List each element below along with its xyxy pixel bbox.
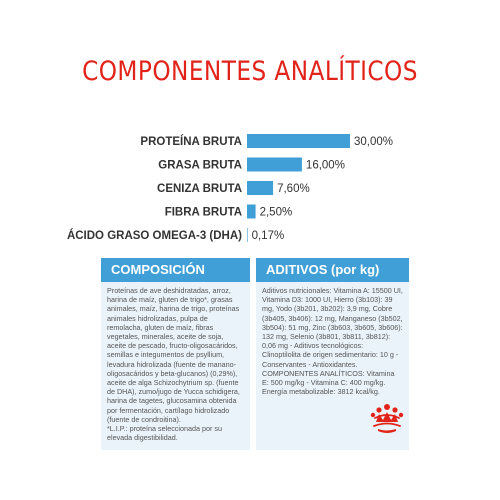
category-label: PROTEÍNA BRUTA xyxy=(140,136,242,148)
value-label: 7,60% xyxy=(277,183,310,195)
category-label: ÁCIDO GRASO OMEGA-3 (DHA) xyxy=(66,230,242,242)
value-label: 16,00% xyxy=(305,159,345,172)
composicion-text: Proteínas de ave deshidratadas, arroz, harina de maíz, gluten de trigo*, grasas animales, maíz, harina de trigo, proteínas animales hidrolizadas, pulpa de remolacha, gluten de maíz, fibras vegetales, minerales, aceite de soja, aceite de pescado, fructo-oligosacáridos, semillas e integumentos de psyllium, levadura hidrolizada (fuente de manano-oligosacáridos y beta-glucanos) (0,29%), aceite de alga Schizochytrium sp. (fuente de DHA), zumo/jugo de Yucca schidigera, harina de tagetes, glucosamina obtenida por fermentación, cartílago hidrolizado (fuente de condroitina). xyxy=(107,286,240,424)
bar xyxy=(247,158,302,172)
value-label: 30,00% xyxy=(354,136,394,148)
bar xyxy=(247,181,273,195)
royal-canin-crown-logo xyxy=(367,402,407,436)
aditivos-text: Aditivos nutricionales: Vitamina A: 15500 UI, Vitamina D3: 1000 UI, Hierro (3b103): 39 mg, Yodo (3b201, 3b202): 3,9 mg, Cobre (3b405, 3b406): 12 mg, Manganeso (3b502, 3b504): 51 mg, Zinc (3b603, 3b605, 3b606): 132 mg, Selenio (3b801, 3b811, 3b812): 0,06 mg - Aditivos tecnológicos: Clinoptilolita de origen sedimentario: 10 g - Conservantes - Antioxidantes. xyxy=(262,286,403,369)
category-label: FIBRA BRUTA xyxy=(164,206,242,219)
category-label: CENIZA BRUTA xyxy=(157,183,242,195)
value-label: 2,50% xyxy=(259,206,293,219)
page-title: COMPONENTES ANALÍTICOS xyxy=(82,56,418,87)
bar xyxy=(247,228,248,242)
aditivos-header: ADITIVOS (por kg) xyxy=(256,258,409,282)
composicion-header: COMPOSICIÓN xyxy=(101,258,250,282)
composicion-panel xyxy=(101,282,250,450)
bar xyxy=(247,134,350,148)
value-label: 0,17% xyxy=(251,230,285,242)
category-label: GRASA BRUTA xyxy=(158,159,242,172)
bar xyxy=(247,205,256,219)
composicion-note: *L.I.P.: proteína seleccionada por su elevada digestibilidad. xyxy=(107,424,222,443)
aditivos-extra: COMPONENTES ANALÍTICOS: Vitamina E: 500 mg/kg - Vitamina C: 400 mg/kg. Energía metabolizable: 3812 kcal/kg. xyxy=(262,368,395,397)
